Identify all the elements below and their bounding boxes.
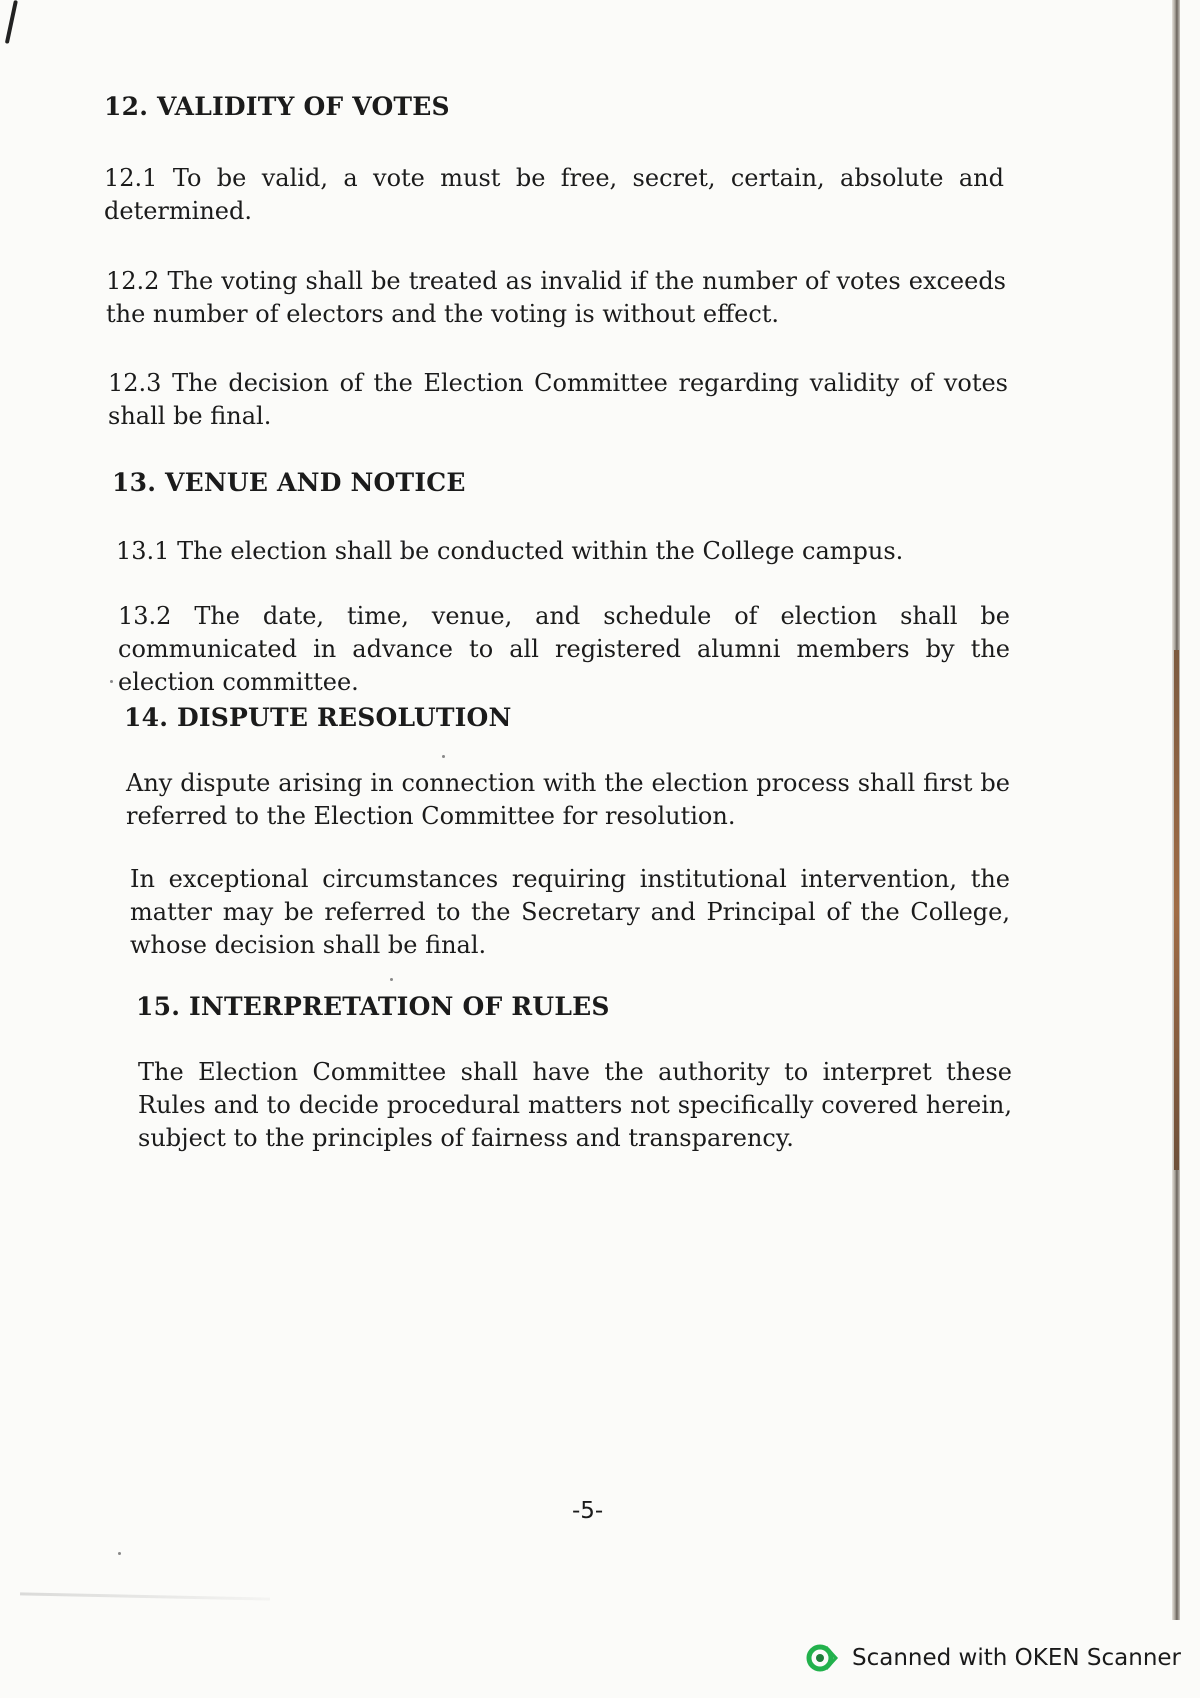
section-heading-venue-and-notice: 13. VENUE AND NOTICE <box>112 468 466 497</box>
paragraph-13-2: 13.2 The date, time, venue, and schedule of election shall be communicated in advance to all registered alumni members by the election committee. <box>118 602 1010 696</box>
scan-speck <box>118 1552 121 1555</box>
section-heading-dispute-resolution: 14. DISPUTE RESOLUTION <box>124 703 512 732</box>
section-heading-interpretation-of-rules: 15. INTERPRETATION OF RULES <box>136 992 610 1021</box>
paragraph-12-1: 12.1 To be valid, a vote must be free, secret, certain, absolute and determined. <box>104 164 1004 225</box>
paragraph-dispute-exceptional: In exceptional circumstances requiring institutional intervention, the matter may be referred to the Secretary and Principal of the College, whose decision shall be final. <box>130 865 1010 959</box>
paragraph-dispute-first-referral: Any dispute arising in connection with the election process shall first be referred to the Election Committee for resolution. <box>126 769 1010 830</box>
scan-speck <box>390 978 393 981</box>
scanner-watermark <box>806 1636 1181 1680</box>
scan-smudge <box>20 1592 270 1600</box>
scan-speck <box>110 680 113 683</box>
paragraph-12-3: 12.3 The decision of the Election Committee regarding validity of votes shall be final. <box>108 369 1008 430</box>
section-heading-validity-of-votes: 12. VALIDITY OF VOTES <box>104 92 450 121</box>
scan-mark <box>5 0 18 44</box>
oken-scanner-logo-icon <box>806 1641 840 1675</box>
scan-page-edge-accent <box>1174 650 1179 1170</box>
page-number: -5- <box>572 1498 604 1524</box>
paragraph-12-2: 12.2 The voting shall be treated as invalid if the number of votes exceeds the number of electors and the voting is without effect. <box>106 267 1006 328</box>
scan-speck <box>442 755 445 758</box>
paragraph-interpretation: The Election Committee shall have the authority to interpret these Rules and to decide procedural matters not specifically covered herein, subject to the principles of fairness and transparency. <box>138 1058 1012 1152</box>
watermark-text: Scanned with OKEN Scanner <box>852 1645 1181 1671</box>
paragraph-13-1: 13.1 The election shall be conducted within the College campus. <box>116 537 904 565</box>
